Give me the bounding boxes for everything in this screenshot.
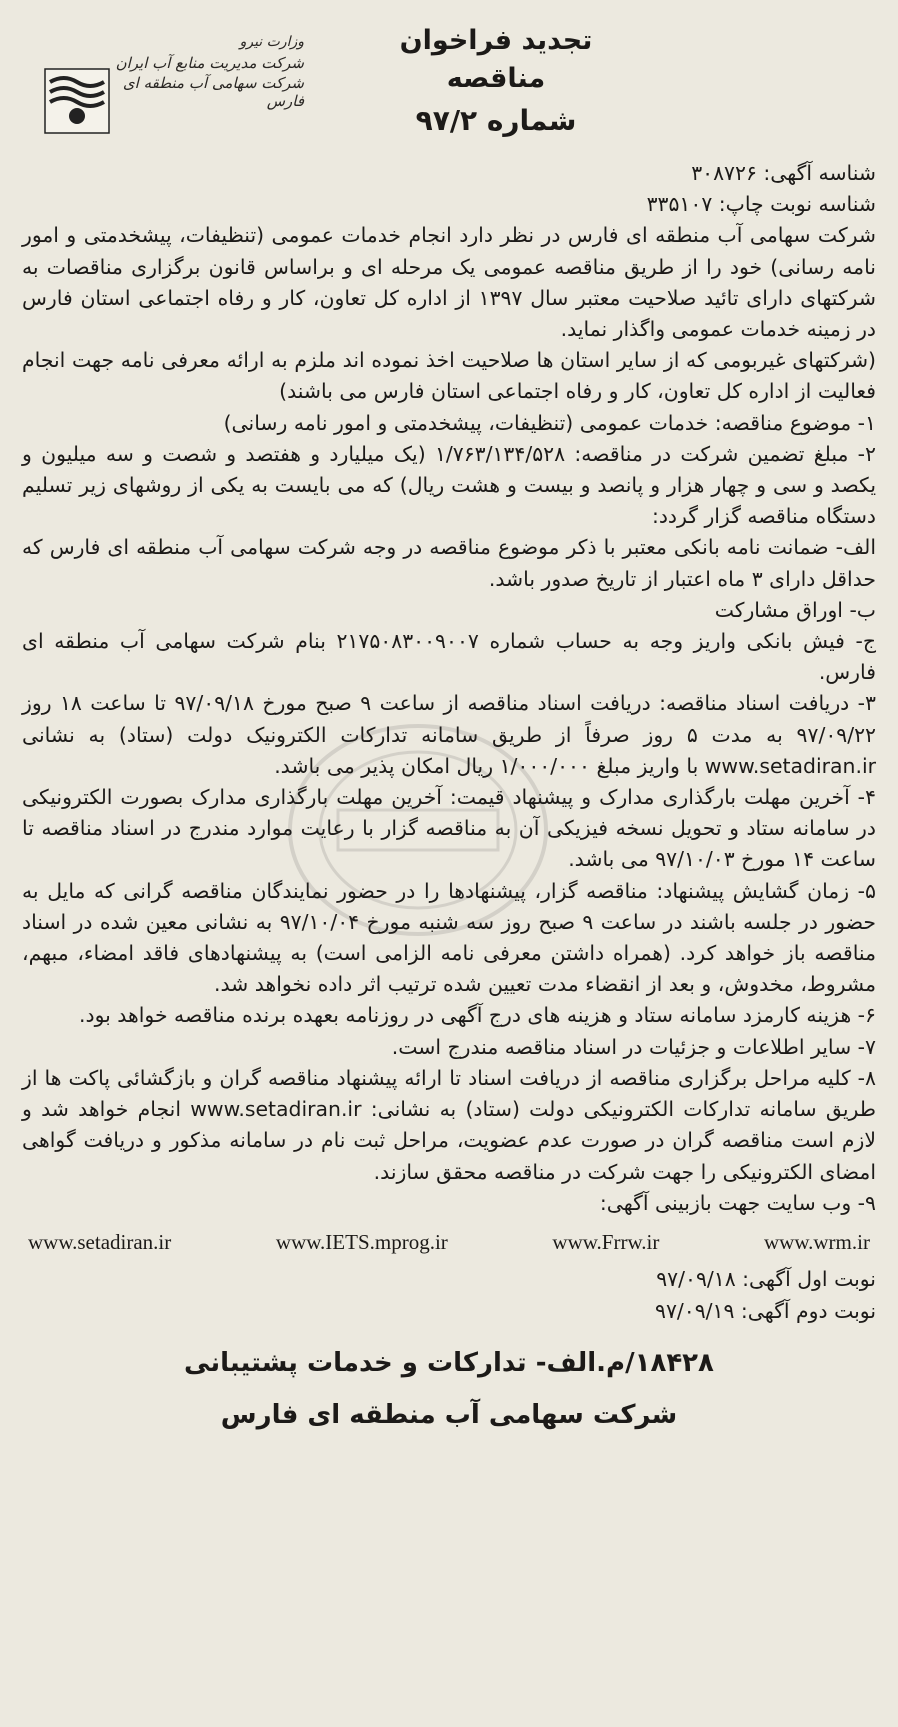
clause-8-electronic-process: ۸- کلیه مراحل برگزاری مناقصه از دریافت اسناد تا ارائه پیشنهاد مناقصه گران و بازگشائی پاکت ها از طریق سامانه تدارکات الکترونیکی دولت (ستاد) به نشانی: www.setadiran.ir انجام خواهد شد و لازم است مناقصه گران در صورت عدم عضویت، مراحل ثبت نام در سامانه مذکور و دریافت گواهی امضای الکترونیکی را جهت شرکت در مناقصه محقق سازند. xyxy=(22,1065,876,1184)
website-link[interactable]: www.IETS.mprog.ir xyxy=(275,1229,448,1254)
clause-2a-bank-guarantee: الف- ضمانت نامه بانکی معتبر با ذکر موضوع مناقصه در وجه شرکت سهامی آب منطقه ای فارس که حداقل دارای ۳ ماه اعتبار از تاریخ صدور باشد. xyxy=(22,535,876,591)
notice-title: تجدید فراخوان مناقصه xyxy=(399,25,593,94)
notice-body xyxy=(22,158,876,1219)
clause-5-opening-time: ۵- زمان گشایش پیشنهاد: مناقصه گزار، پیشنهادها را در حضور نمایندگان مناقصه گرانی که مایل به حضور در جلسه باشند در ساعت ۹ صبح روز سه شنبه مورخ ۹۷/۱۰/۰۴ به نشانی معین شده در اسناد مناقصه باز خواهد کرد. (همراه داشتن معرفی نامه الزامی است) به پیشنهادهای فاقد امضاء، مبهم، مشروط، مخدوش، و بعد از انقضاء مدت تعیین شده ترتیب اثر داده نخواهد شد. xyxy=(22,878,876,997)
notice-footer xyxy=(22,1341,876,1437)
water-company-logo-icon xyxy=(44,68,110,134)
clause-2-guarantee-amount: ۲- مبلغ تضمین شرکت در مناقصه: ۱/۷۶۳/۱۳۴/۵۲۸ (یک میلیارد و هفتصد و شصت و سه میلیون و یکصد و سی و چهار هزار و پانصد و بیست و هشت ریال) که می بایست به یکی از روشهای زیر تسلیم دستگاه مناقصه گزار گردد: xyxy=(22,441,876,529)
regional-company-name: شرکت سهامی آب منطقه ای فارس xyxy=(122,74,304,110)
company-logo-block xyxy=(44,28,304,148)
website-link[interactable]: www.wrm.ir xyxy=(764,1229,870,1254)
footer-department-code: ۱۸۴۲۸/م.الف- تدارکات و خدمات پشتیبانی xyxy=(184,1347,714,1378)
non-local-companies-note: (شرکتهای غیربومی که از سایر استان ها صلاحیت اخذ نموده اند ملزم به ارائه معرفی نامه جهت انجام فعالیت از اداره کل تعاون، کار و رفاه اجتماعی استان فارس می باشند) xyxy=(22,348,876,404)
clause-9-websites-heading: ۹- وب سایت جهت بازبینی آگهی: xyxy=(599,1190,876,1215)
ad-id: شناسه آگهی: ۳۰۸۷۲۶ xyxy=(691,161,876,185)
notice-number: شماره ۹۷/۲ xyxy=(415,104,577,137)
clause-2b-participation-bonds: ب- اوراق مشارکت xyxy=(714,597,876,622)
clause-3-document-receipt: ۳- دریافت اسناد مناقصه: دریافت اسناد مناقصه از ساعت ۹ صبح مورخ ۹۷/۰۹/۱۸ تا ساعت ۱۸ روز ۹۷/۰۹/۲۲ به مدت ۵ روز صرفاً از طریق سامانه تدارکات الکترونیک دولت (ستاد) به نشانی www.setadiran.ir با واریز مبلغ ۱/۰۰۰/۰۰۰ ریال امکان پذیر می باشد. xyxy=(22,691,876,778)
publication-dates xyxy=(22,1263,876,1327)
footer-company-name: شرکت سهامی آب منطقه ای فارس xyxy=(220,1399,678,1430)
intro-paragraph: شرکت سهامی آب منطقه ای فارس در نظر دارد انجام خدمات عمومی (تنظیفات، پیشخدمتی و امور نامه رسانی) خود را از طریق مناقصه عمومی یک مرحله ای و براساس قانون برگزاری مناقصات به شرکتهای دارای تائید صلاحیت معتبر سال ۱۳۹۷ از اداره کل تعاون، کار و رفاه اجتماعی استان فارس در زمینه خدمات عمومی واگذار نماید. xyxy=(22,223,877,342)
clause-1-subject: ۱- موضوع مناقصه: خدمات عمومی (تنظیفات، پیشخدمتی و امور نامه رسانی) xyxy=(223,410,876,435)
print-id: شناسه نوبت چاپ: ۳۳۵۱۰۷ xyxy=(646,192,876,217)
first-publication-date: نوبت اول آگهی: ۹۷/۰۹/۱۸ xyxy=(656,1266,876,1291)
notice-title-block xyxy=(366,22,626,140)
websites-list xyxy=(28,1225,870,1259)
second-publication-date: نوبت دوم آگهی: ۹۷/۰۹/۱۹ xyxy=(655,1298,876,1323)
website-link[interactable]: www.setadiran.ir xyxy=(28,1229,172,1254)
clause-7-other-info: ۷- سایر اطلاعات و جزئیات در اسناد مناقصه مندرج است. xyxy=(391,1034,876,1059)
clause-6-fees: ۶- هزینه کارمزد سامانه ستاد و هزینه های درج آگهی در روزنامه بعهده برنده مناقصه خواهد بود. xyxy=(79,1003,876,1028)
clause-2c-bank-deposit: ج- فیش بانکی واریز وجه به حساب شماره ۲۱۷۵۰۸۳۰۰۹۰۰۷ بنام شرکت سهامی آب منطقه ای فارس. xyxy=(22,629,876,685)
parent-company-name: شرکت مدیریت منابع آب ایران xyxy=(115,54,304,72)
ministry-name: وزارت نیرو xyxy=(239,34,304,50)
logo-text-group xyxy=(114,34,304,112)
clause-4-upload-deadline: ۴- آخرین مهلت بارگذاری مدارک و پیشنهاد قیمت: آخرین مهلت بارگذاری مدارک بصورت الکترونیکی در سامانه ستاد و تحویل نسخه فیزیکی آن به مناقصه گزار با رعایت موارد مندرج در اسناد مناقصه تا ساعت ۱۴ مورخ ۹۷/۱۰/۰۳ می باشد. xyxy=(22,785,876,872)
notice-header xyxy=(22,14,876,154)
website-link[interactable]: www.Frrw.ir xyxy=(552,1229,660,1254)
